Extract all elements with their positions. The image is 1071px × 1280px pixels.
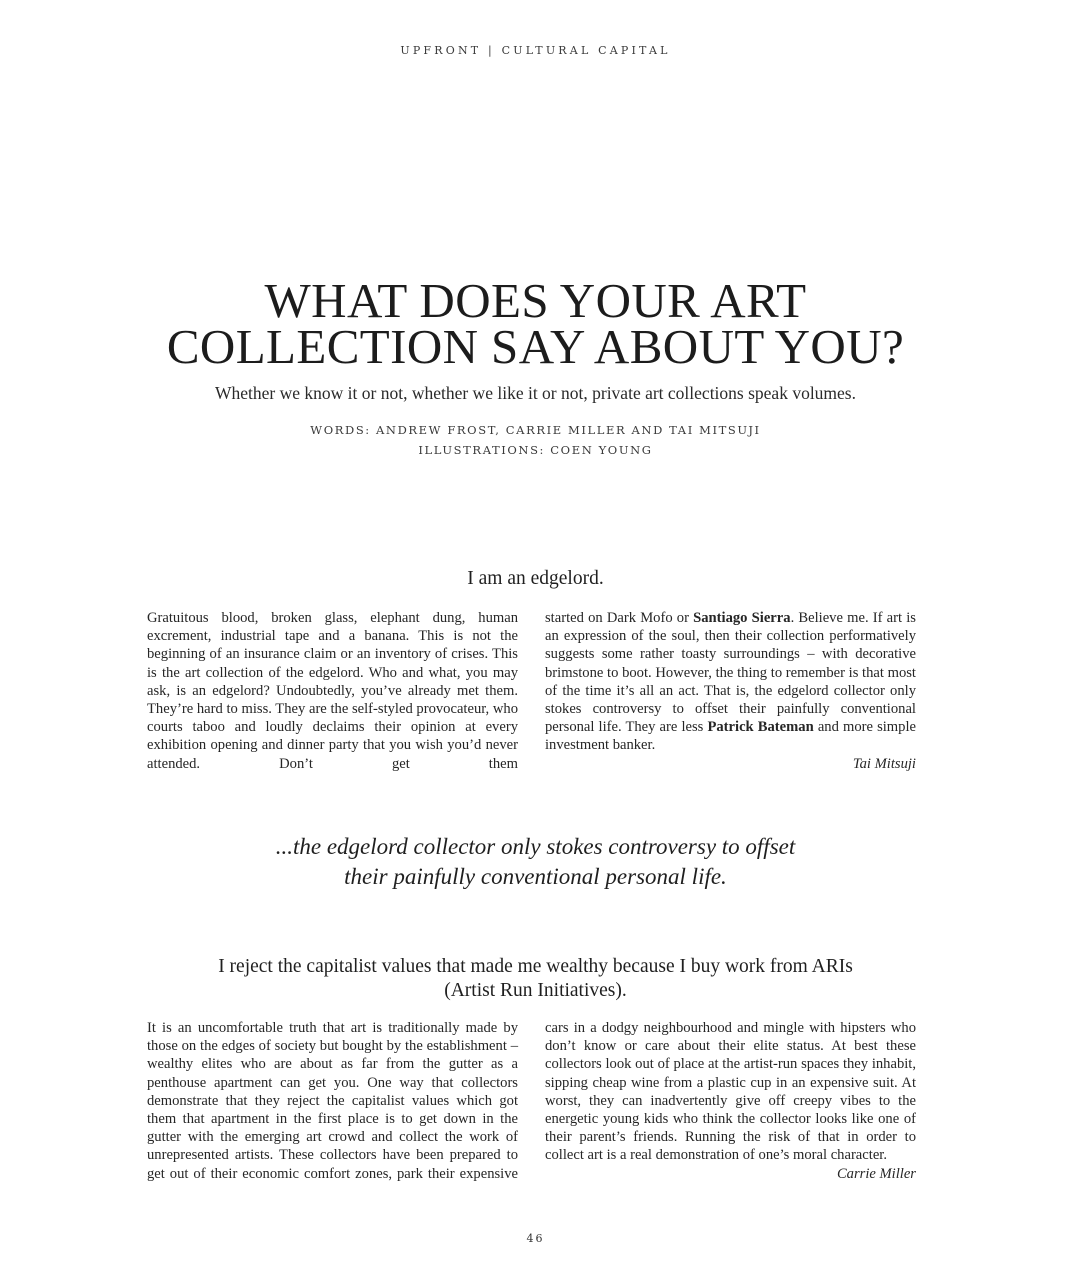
section-2-text: cars in a dodgy neighbourhood and mingle with hipsters who don’t know or care about their elite status. At best these collectors look out of place at the artist-run spaces they inhabit, sipping cheap wine from a plastic cup in an expensive suit. At worst, they can inadvertently give off creepy vibes to the energetic young kids who think the collector looks like one of their parent’s friends. Running the risk of that in order to collect art is a real demonstration of one’s moral character. [545, 1020, 916, 1164]
title-line-2: COLLECTION SAY ABOUT YOU? [166, 319, 905, 374]
section-2-byline: Carrie Miller [836, 1165, 916, 1182]
section-1-text: started on Dark Mofo or [545, 610, 694, 626]
credits [60, 420, 1011, 460]
section-2-heading-line-2: (Artist Run Initiatives). [444, 980, 627, 1001]
pull-quote-line-1: ...the edgelord collector only stokes controversy to offset [275, 834, 796, 859]
section-2-heading [120, 955, 951, 1003]
pull-quote-line-2: their painfully conventional personal life. [344, 864, 727, 889]
page-number: 46 [526, 1232, 545, 1245]
artist-name-santiago-sierra: Santiago Sierra [693, 610, 791, 626]
article-title [60, 273, 1011, 374]
running-head: UPFRONT | CULTURAL CAPITAL [400, 44, 671, 57]
words-credit: WORDS: ANDREW FROST, CARRIE MILLER AND TAI MITSUJI [310, 423, 761, 437]
section-1-text: . Believe me. If art is an expression of the soul, then their collection performatively suggests some rather toasty surroundings – with decorative brimstone to boot. However, the thing to remember is that most of the time it’s all an act. That is, the edgelord collector only stokes controversy to offset their painfully conventional personal life. They are less [545, 610, 916, 736]
section-2-heading-line-1: I reject the capitalist values that made me wealthy because I buy work from ARIs [218, 956, 853, 977]
section-1-byline: Tai Mitsuji [852, 755, 916, 772]
standfirst: Whether we know it or not, whether we like it or not, private art collections speak volumes. [215, 383, 856, 403]
section-1-heading: I am an edgelord. [467, 568, 604, 589]
section-1-text: and more simple investment banker. [545, 719, 916, 754]
section-2-left-column: It is an uncomfortable truth that art is traditionally made by those on the edges of society but bought by the establishment – wealthy elites who are about as far from the gutter as a penthouse apartment can get you. One way that collectors demonstrate that they reject the capitalist values which got them that apartment in the first place is to get down in the gutter with the emerging art crowd and collect the work of unrepresented artists. These collectors have been prepared to get out of their economic comfort zones, park their expensive [147, 1020, 518, 1182]
section-1-left-column: Gratuitous blood, broken glass, elephant dung, human excrement, industrial tape and a banana. This is not the beginning of an insurance claim or an inventory of crises. This is the art collection of the edgelord. Who and what, you may ask, is an edgelord? Undoubtedly, you’ve already met them. They’re hard to miss. They are the self-styled provocateur, who courts taboo and loudly declaims their opinion at every exhibition opening and dinner party that you wish you’d never attended. Don’t get them [147, 610, 518, 772]
pull-quote [120, 832, 951, 892]
illustrations-credit: ILLUSTRATIONS: COEN YOUNG [418, 443, 653, 457]
name-patrick-bateman: Patrick Bateman [707, 719, 814, 736]
section-1-right-column [545, 609, 916, 773]
title-line-1: WHAT DOES YOUR ART [264, 273, 807, 328]
section-2-right-column [545, 1019, 916, 1183]
